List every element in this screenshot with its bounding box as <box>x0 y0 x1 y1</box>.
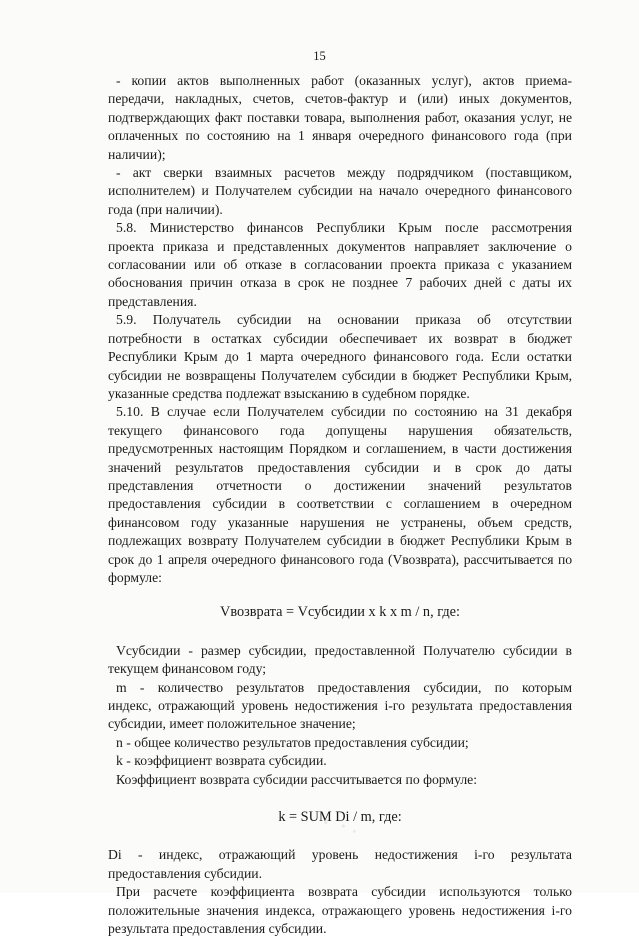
text-line: текущем финансовом году; <box>108 661 267 677</box>
text-line: При расчете коэффициента возврата субсидии используются только <box>116 884 572 900</box>
text-line: значений результатов предоставления субсидии и в срок до даты <box>108 459 572 475</box>
text-line: исполнителем) и Получателем субсидии на начало очередного финансового <box>108 183 572 199</box>
text-line: Республики Крым до 1 марта очередного финансового года. Если остатки <box>108 349 572 365</box>
text-line: проекта приказа и представленных документов направляет заключение о <box>108 238 572 254</box>
text-line: срок до 1 апреля очередного финансового года (Vвозврата), рассчитывается по <box>108 551 572 567</box>
text-line: - копии актов выполненных работ (оказанных услуг), актов приема- <box>116 73 572 88</box>
text-line: передачи, накладных, счетов, счетов-фактур и (или) иных документов, <box>108 91 572 107</box>
text-line: субсидии не возвращены Получателем субсидии в бюджет Республики Крым, <box>108 367 572 383</box>
paragraph-copies-acts <box>108 72 572 164</box>
text-line: предусмотренных настоящим Порядком и соглашением, в части достижения <box>108 441 572 457</box>
text-line: обоснования причин отказа в срок не позднее 7 рабочих дней с даты их <box>108 275 572 291</box>
text-line: представления отчетности о достижении значений результатов <box>108 477 572 493</box>
text-line: года (при наличии). <box>108 201 223 217</box>
text-line: Di - индекс, отражающий уровень недостижения i-го результата <box>108 847 572 863</box>
text-line: результата предоставления субсидии. <box>108 921 327 937</box>
text-line: предоставления субсидии. <box>108 865 263 881</box>
text-line: Коэффициент возврата субсидии рассчитывается по формуле: <box>116 771 478 787</box>
text-line: формуле: <box>108 569 162 585</box>
text-line: n - общее количество результатов предоставления субсидии; <box>116 734 469 750</box>
paragraph-5-8 <box>108 219 572 311</box>
text-line: k - коэффициент возврата субсидии. <box>116 753 327 769</box>
text-line: положительные значения индекса, отражающего уровень недостижения i-го <box>108 902 572 918</box>
paragraph-5-10 <box>108 403 572 587</box>
text-line: наличии); <box>108 146 166 162</box>
text-line: Vсубсидии - размер субсидии, предоставленной Получателю субсидии в <box>116 642 572 658</box>
formula-coefficient: k = SUM Di / m, где: <box>278 809 402 826</box>
text-line: указанные средства подлежат взысканию в судебном порядке. <box>108 385 470 401</box>
page-number: 15 <box>313 49 326 63</box>
paragraph-reconciliation <box>108 164 572 219</box>
text-line: финансовом году указанные нарушения не устранены, объем средств, <box>108 514 572 530</box>
document-body <box>108 72 572 938</box>
text-line: оплаченных по состоянию на 1 января очередного финансового года (при <box>108 128 572 144</box>
text-line: 5.9. Получатель субсидии на основании приказа об отсутствии <box>116 312 572 328</box>
text-line: - акт сверки взаимных расчетов между подрядчиком (поставщиком, <box>116 165 572 181</box>
final-paragraphs <box>108 846 572 938</box>
text-line: представления. <box>108 293 197 309</box>
text-line: субсидии, имеет положительное значение; <box>108 716 356 732</box>
text-line: потребности в остатках субсидии обеспечивает их возврат в бюджет <box>108 330 572 346</box>
text-line: подлежащих возврату Получателем субсидии в бюджет Республики Крым в <box>108 533 572 549</box>
text-line: m - количество результатов предоставления субсидии, по которым <box>116 679 572 695</box>
text-line: 5.8. Министерство финансов Республики Крым после рассмотрения <box>116 220 572 236</box>
text-line: подтверждающих факт поставки товара, выполнения работ, оказания услуг, не <box>108 109 572 125</box>
formula-return-volume: Vвозврата = Vсубсидии x k x m / n, где: <box>220 604 460 621</box>
text-line: 5.10. В случае если Получателем субсидии по состоянию на 31 декабря <box>116 404 572 420</box>
text-line: текущего финансового года допущены нарушения обязательств, <box>108 422 572 438</box>
definitions-block <box>108 642 572 789</box>
text-line: согласовании или об отказе в согласовании проекта приказа с указанием <box>108 257 572 273</box>
paragraph-5-9 <box>108 311 572 403</box>
text-line: индекс, отражающий уровень недостижения i-го результата предоставления <box>108 698 572 713</box>
text-line: предоставления субсидии в соответствии с соглашением в очередном <box>108 496 572 512</box>
